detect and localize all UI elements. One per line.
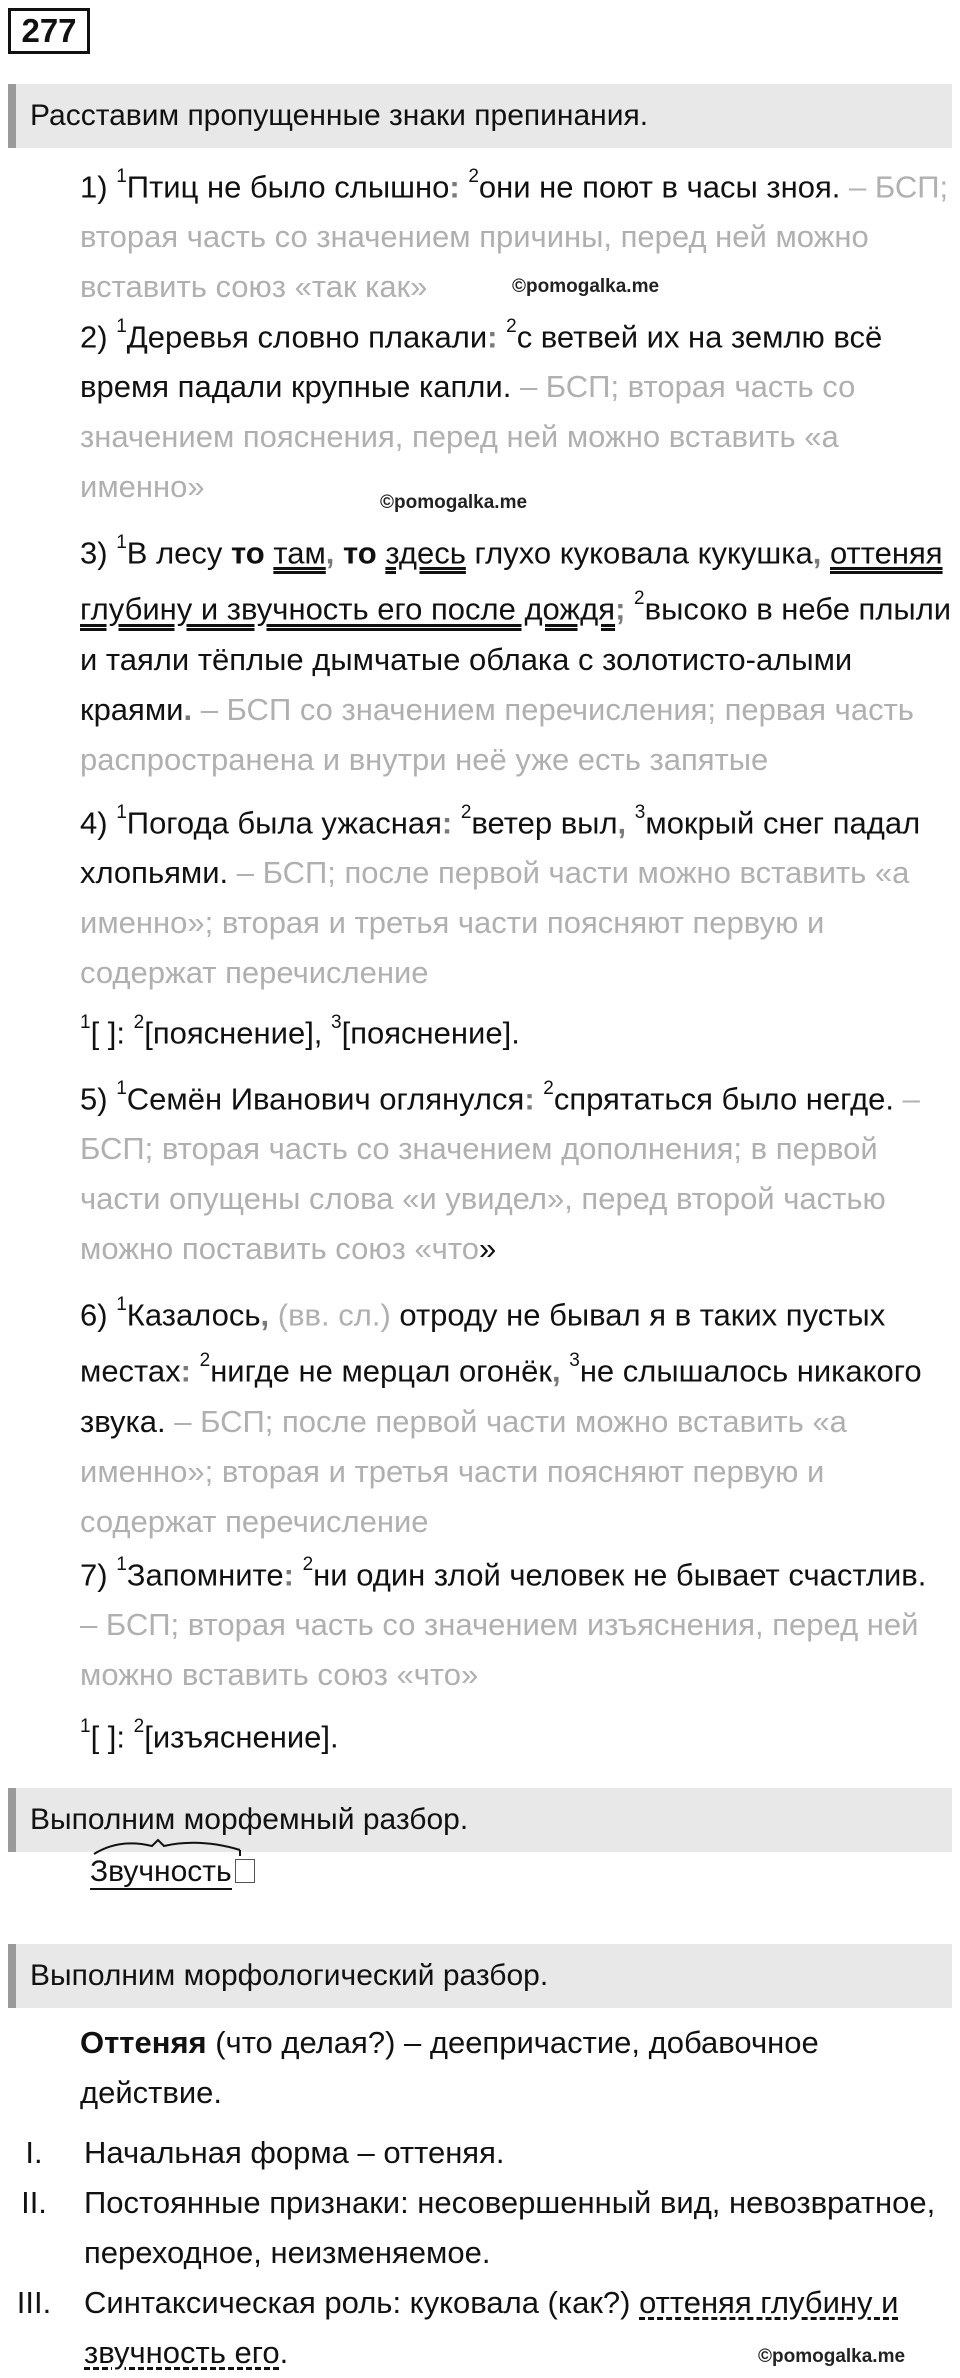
morph-lead: Оттеняя (что делая?) – деепричастие, добавочное действие. — [80, 2025, 819, 2110]
exercise-item-7: 7) $^1$Запомните: $^2$ни один злой человек не бывает счастлив. – БСП; вторая часть со значением изъяснения, перед ней можно вставить союз «что» — [80, 1554, 927, 1693]
morpheme-analysis — [90, 1852, 255, 1892]
scheme-item-4: $^1$[ ]: $^2$[пояснение], $^3$[пояснение]. — [80, 1012, 520, 1051]
task-number: 277 — [8, 8, 90, 54]
list-item: I. Начальная форма – оттеняя. — [25, 2135, 505, 2170]
exercise-item-4: 4) $^1$Погода была ужасная: $^2$ветер выл, $^3$мокрый снег падал хлопьями. – БСП; после первой части можно вставить «а именно»; вторая и третья части поясняют первую и содержат перечисление — [80, 802, 921, 991]
section-header-punctuation — [8, 84, 952, 148]
list-item: II. Постоянные признаки: несовершенный вид, невозвратное, переходное, неизменяемое. — [21, 2185, 936, 2270]
watermark: ©pomogalka.me — [380, 492, 528, 513]
scheme-item-7: $^1$[ ]: $^2$[изъяснение]. — [80, 1716, 339, 1755]
exercise-item-5: 5) $^1$Семён Иванович оглянулся: $^2$спрятаться было негде. – БСП; вторая часть со значением дополнения; в первой части опущены слова «и увидел», перед второй частью можно поставить союз «что» — [80, 1078, 920, 1267]
section-header-morphological — [8, 1944, 952, 2008]
watermark: ©pomogalka.me — [758, 2346, 906, 2367]
ending-box-icon — [235, 1859, 255, 1883]
section-title: Расставим пропущенные знаки препинания. — [30, 99, 649, 132]
list-item: III. Синтаксическая роль: куковала (как?) оттеняя глубину и звучность его. — [16, 2285, 899, 2370]
morph-list — [8, 2128, 952, 2378]
section-title: Выполним морфемный разбор. — [30, 1803, 469, 1836]
exercise-item-1: 1) $^1$Птиц не было слышно: $^2$они не поют в часы зноя. – БСП; вторая часть со значением причины, перед ней можно вставить союз «так как» — [80, 166, 949, 305]
section-title: Выполним морфологический разбор. — [30, 1959, 549, 1992]
exercise-item-6: 6) $^1$Казалось, (вв. сл.) отроду не бывал я в таких пустых местах: $^2$нигде не мерцал огонёк, $^3$не слышалось никакого звука. – БСП; после первой части можно вставить «а именно»; вторая и третья части поясняют первую и содержат перечисление — [80, 1294, 922, 1539]
exercise-item-2: 2) $^1$Деревья словно плакали: $^2$с ветвей их на землю всё время падали крупные капли. – БСП; вторая часть со значением пояснения, перед ней можно вставить «а именно» — [80, 316, 883, 505]
analyzed-word: Звучность — [90, 1855, 232, 1888]
watermark: ©pomogalka.me — [512, 276, 660, 297]
exercise-item-3: 3) $^1$В лесу то там, то здесь глухо куковала кукушка, оттеняя глубину и звучность его после дождя; $^2$высоко в небе плыли и таяли тёплые дымчатые облака с золотисто-алыми краями. – БСП со значением перечисления; первая часть распространена и внутри неё уже есть запятые — [80, 532, 952, 777]
